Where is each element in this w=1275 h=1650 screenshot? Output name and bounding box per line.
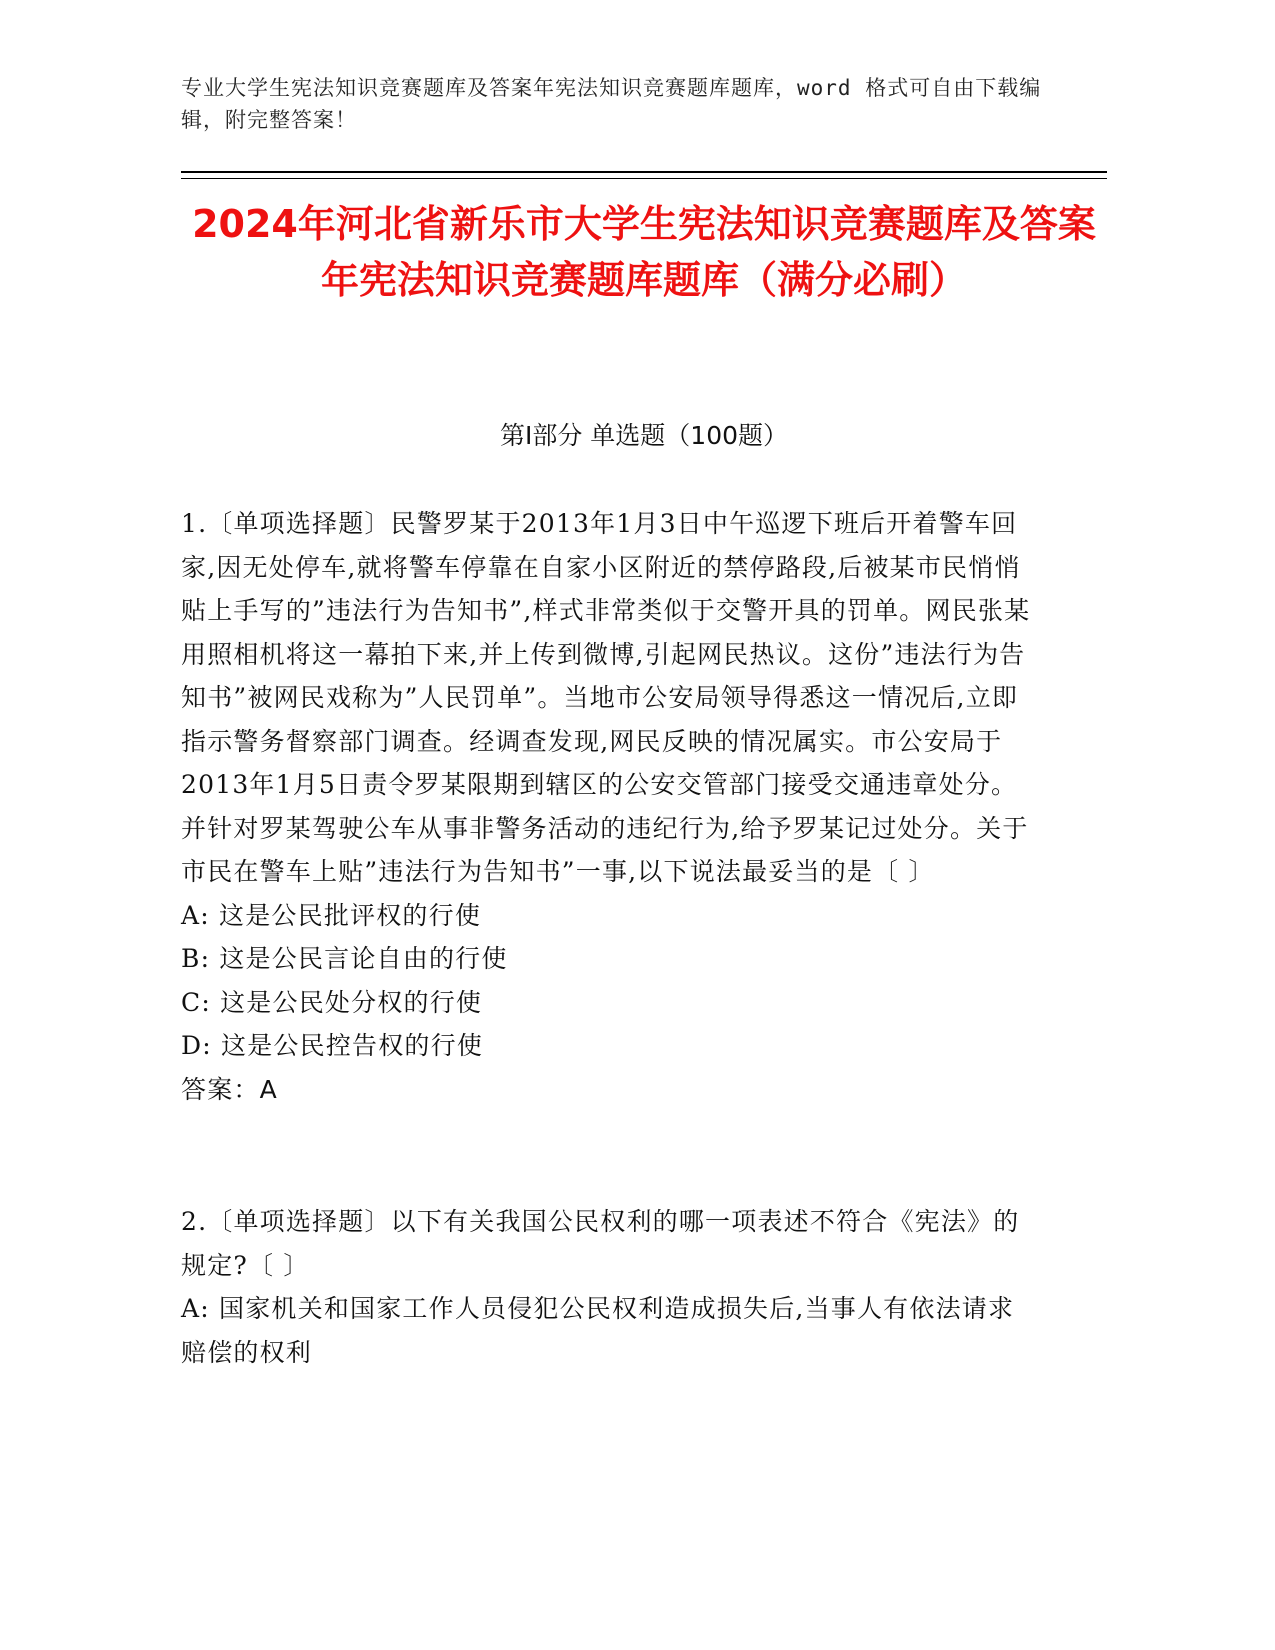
option-a: A: 这是公民批评权的行使 [181, 900, 482, 930]
question-2 [181, 1200, 1031, 1374]
header-divider [181, 171, 1107, 173]
option-a: A: 国家机关和国家工作人员侵犯公民权利造成损失后,当事人有依法请求赔偿的权利 [181, 1294, 1015, 1367]
question-stem: 2.〔单项选择题〕以下有关我国公民权利的哪一项表述不符合《宪法》的规定?〔 〕 [181, 1207, 1020, 1280]
header-note: 专业大学生宪法知识竞赛题库及答案年宪法知识竞赛题库题库，word 格式可自由下载编辑，附完整答案！ [181, 76, 1042, 132]
document-title: 2024年河北省新乐市大学生宪法知识竞赛题库及答案年宪法知识竞赛题库题库（满分必刷） [192, 202, 1096, 302]
option-b: B: 这是公民言论自由的行使 [181, 944, 508, 973]
question-stem: 1.〔单项选择题〕民警罗某于2013年1月3日中午巡逻下班后开着警车回家,因无处停车,就将警车停靠在自家小区附近的禁停路段,后被某市民悄悄贴上手写的”违法行为告知书”,样式非常类似于交警开具的罚单。网民张某用照相机将这一幕拍下来,并上传到微博,引起网民热议。这份”违法行为告知书”被网民戏称为”人民罚单”。当地市公安局领导得悉这一情况后,立即指示警务督察部门调查。经调查发现,网民反映的情况属实。市公安局于2013年1月5日责令罗某限期到辖区的公安交管部门接受交通违章处分。并针对罗某驾驶公车从事非警务活动的违纪行为,给予罗某记过处分。关于市民在警车上贴”违法行为告知书”一事,以下说法最妥当的是〔 〕 [181, 509, 1031, 886]
option-c: C: 这是公民处分权的行使 [181, 987, 483, 1017]
question-1 [181, 502, 1031, 1111]
header-divider-thin [181, 178, 1107, 179]
answer: 答案：A [181, 1074, 278, 1104]
section-title: 第I部分 单选题（100题） [499, 421, 789, 450]
option-d: D: 这是公民控告权的行使 [181, 1031, 484, 1060]
